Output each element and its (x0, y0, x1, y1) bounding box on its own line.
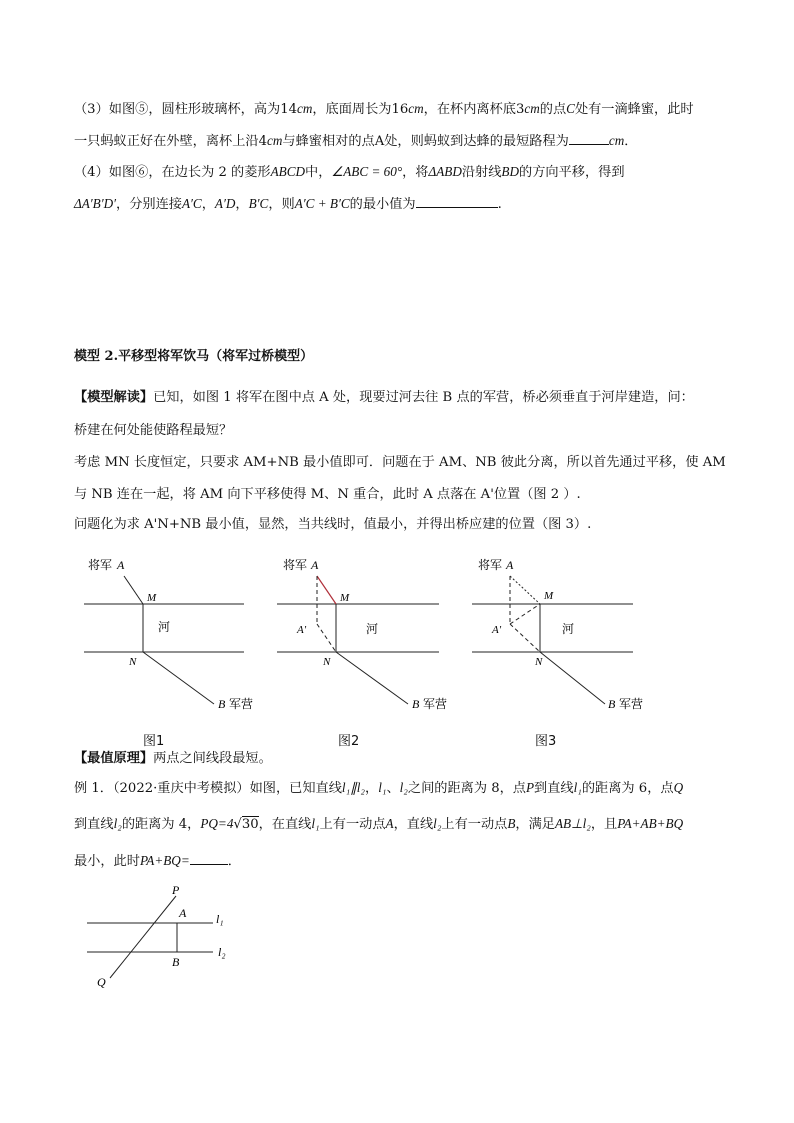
example-1-line-3: 最小，此时PA+BQ= ． (74, 853, 241, 869)
example-1-figure (0, 880, 794, 990)
camp-label: 军营 (229, 697, 254, 711)
figure-1 (84, 557, 253, 711)
general-label: 将军 (283, 558, 308, 572)
point-Q-label: Q (97, 975, 106, 989)
point-A-label: A (179, 906, 187, 920)
line-l1-label: l₁ (216, 912, 224, 926)
consider-line-3: 问题化为求 A'N+NB 最小值，显然，当共线时，值最小，并得出桥应建的位置（图 3）. (74, 517, 592, 532)
example-1-line-1: 例 1．（2022·重庆中考模拟）如图，已知直线l₁∥l₂，l₁、l₂之间的距离为 8，点P到直线l₁的距离为 6，点Q (74, 780, 684, 796)
figure-2 (277, 557, 447, 711)
point-M-label: M (340, 592, 350, 604)
point-B-label: B (412, 697, 420, 711)
figure-2-caption: 图2 (338, 734, 360, 749)
figure-3-caption: 图3 (535, 734, 557, 749)
bridge-figures (0, 548, 794, 748)
point-A-prime-label: A' (297, 624, 307, 636)
point-A-label: A (506, 558, 514, 572)
point-B-label: B (218, 697, 226, 711)
figure-1-caption: 图1 (143, 734, 165, 749)
camp-label: 军营 (423, 697, 448, 711)
principle-line: 【最值原理】两点之间线段最短。 (74, 751, 272, 766)
answer-blank[interactable] (569, 131, 609, 145)
problem-3-line-2: 一只蚂蚁正好在外壁，离杯上沿4cm与蜂蜜相对的点A处，则蚂蚁到达蜂的最短路程为 cm． (74, 133, 638, 149)
point-A-prime-label: A' (492, 624, 502, 636)
camp-label: 军营 (619, 697, 644, 711)
river-label: 河 (562, 622, 575, 636)
consider-line-1: 考虑 MN 长度恒定，只要求 AM+NB 最小值即可．问题在于 AM、NB 彼此分离，所以首先通过平移，使 AM (74, 455, 726, 470)
point-M-label: M (544, 590, 554, 602)
point-M-label: M (147, 592, 157, 604)
point-A-label: A (311, 558, 319, 572)
point-P-label: P (172, 883, 180, 897)
point-N-label: N (323, 656, 331, 668)
river-label: 河 (158, 620, 171, 634)
point-B-label: B (172, 955, 180, 969)
point-N-label: N (129, 656, 137, 668)
consider-line-2: 与 NB 连在一起，将 AM 向下平移使得 M、N 重合，此时 A 点落在 A'位置（图 2 ）. (74, 487, 581, 502)
model-interpretation-line-1: 【模型解读】已知，如图 1 将军在图中点 A 处，现要过河去往 B 点的军营，桥必须垂直于河岸建造，问： (74, 390, 694, 405)
general-label: 将军 (88, 558, 113, 572)
model-interpretation-line-2: 桥建在何处能使路程最短？ (74, 423, 233, 438)
answer-blank[interactable] (416, 194, 498, 208)
answer-blank[interactable] (190, 851, 228, 865)
section-title: 模型 2.平移型将军饮马（将军过桥模型） (74, 349, 314, 364)
line-l2-label: l₂ (218, 945, 226, 959)
general-label: 将军 (478, 558, 503, 572)
example-1-line-2: 到直线l₂的距离为 4，PQ=4√30，在直线l₁上有一动点A，直线l₂上有一动点B，满足AB⊥l₂，且PA+AB+BQ (74, 816, 684, 832)
point-B-label: B (608, 697, 616, 711)
figure-3 (472, 557, 643, 711)
problem-3-line-1: （3）如图⑤，圆柱形玻璃杯，高为14cm，底面周长为16cm，在杯内离杯底3cm的点C处有一滴蜂蜜，此时 (74, 101, 694, 117)
point-A-label: A (117, 558, 125, 572)
sqrt-symbol: √ (233, 817, 242, 832)
problem-4-line-2: ΔA′B′D′，分别连接A′C，A′D，B′C，则A′C + B′C的最小值为 . (74, 196, 502, 212)
river-label: 河 (366, 622, 379, 636)
point-N-label: N (535, 656, 543, 668)
problem-4-line-1: （4）如图⑥，在边长为 2 的菱形ABCD中，∠ABC = 60°，将ΔABD沿射线BD的方向平移，得到 (74, 164, 625, 180)
